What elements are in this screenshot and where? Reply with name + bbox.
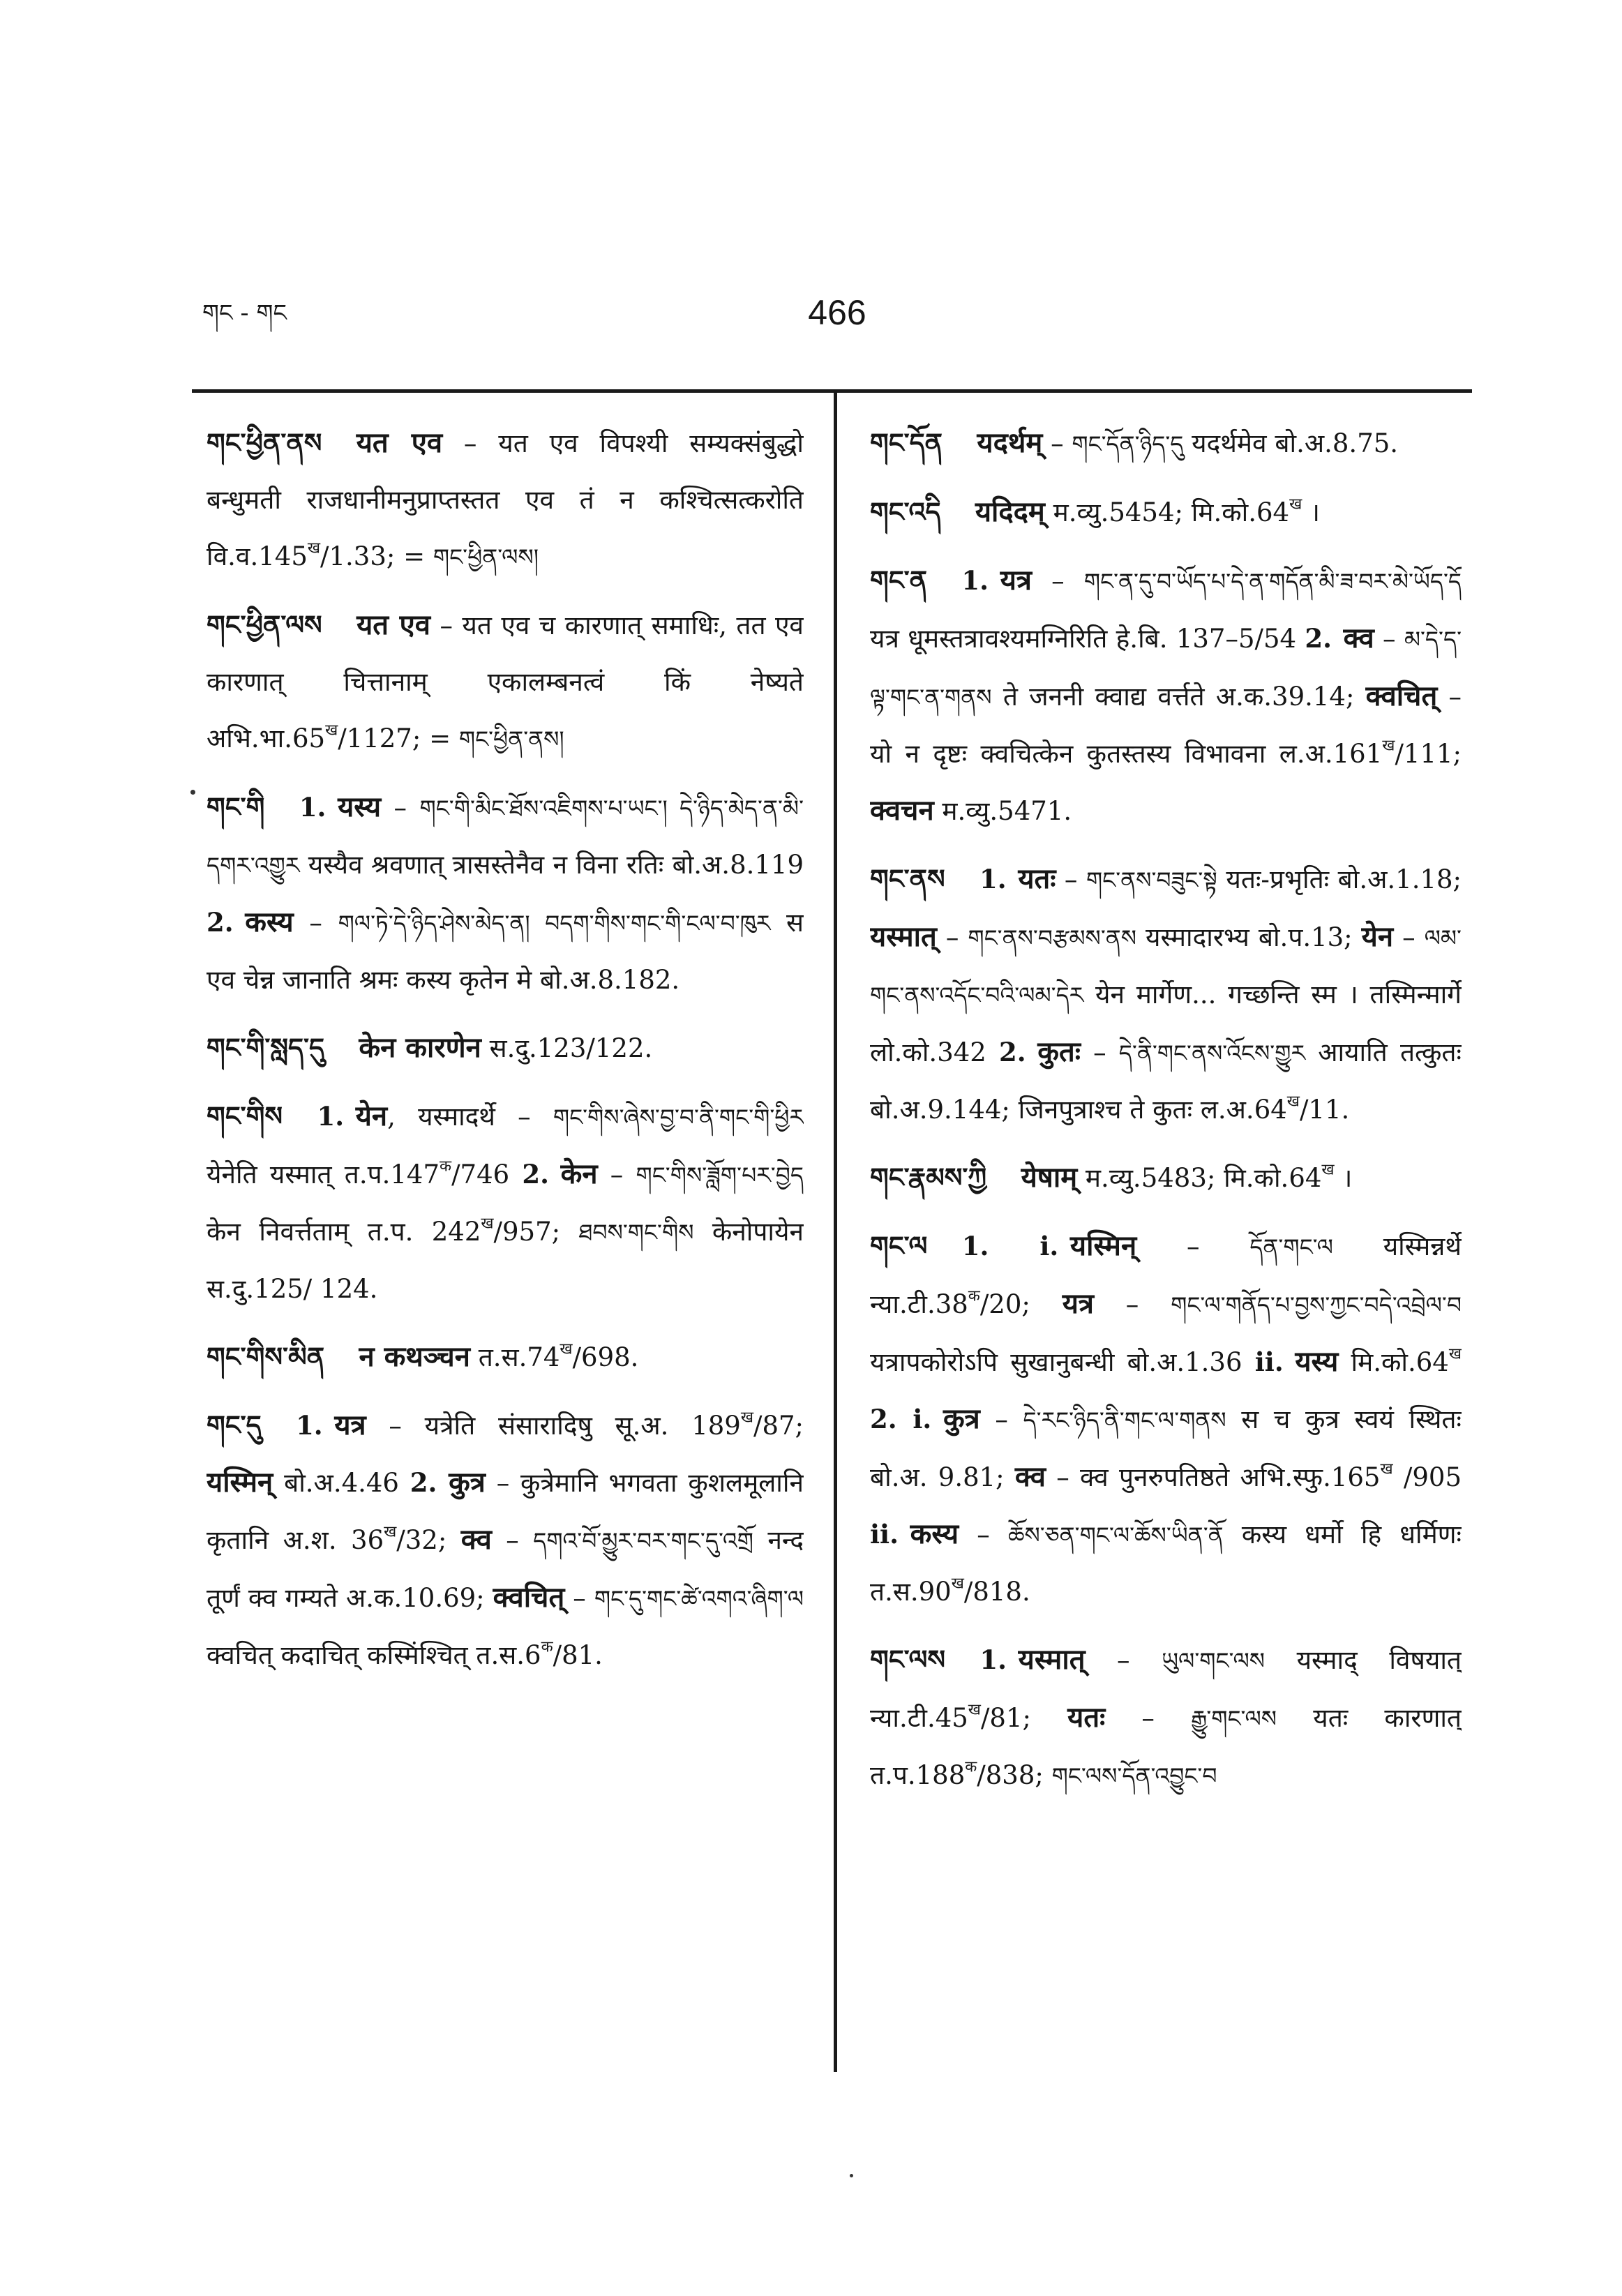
definition-text: /698. bbox=[572, 1342, 639, 1372]
folio-side-superscript: ख bbox=[560, 1340, 573, 1358]
sanskrit-equivalent: यदर्थम् bbox=[977, 426, 1043, 459]
tibetan-example: དོན་གང་ལ bbox=[1249, 1233, 1333, 1261]
dictionary-entry bbox=[870, 552, 1462, 839]
header-rule bbox=[192, 389, 1472, 393]
headword: གང་གིས bbox=[206, 1101, 283, 1132]
sanskrit-equivalent: यतः bbox=[1018, 862, 1056, 895]
sanskrit-equivalent: क्वचित् bbox=[1365, 680, 1438, 712]
folio-side-superscript: ख bbox=[1289, 495, 1302, 513]
definition-text: – यत एव च कारणात् समाधिः, तत एव कारणात् चित्तानाम् एकालम्बनत्वं किं नेष्यते अभि.भा.65 bbox=[206, 610, 804, 753]
definition-text: – bbox=[491, 1525, 534, 1555]
sense-number: 1. bbox=[961, 565, 989, 596]
sanskrit-equivalent: यस्मात् bbox=[870, 920, 937, 953]
sense-number: 2. bbox=[1305, 623, 1332, 654]
column-left bbox=[206, 414, 804, 2263]
folio-side-superscript: क bbox=[440, 1157, 452, 1176]
definition-text: यत्रापकोरोऽपि सुखानुबन्धी बो.अ.1.36 bbox=[870, 1347, 1255, 1377]
tibetan-example: ཡུལ་གང་ལས bbox=[1162, 1647, 1266, 1674]
definition-text: /81; bbox=[980, 1703, 1068, 1733]
definition-text: म.व्यु.5483; मि.को.64 bbox=[1077, 1163, 1322, 1193]
definition-text: – bbox=[597, 1160, 636, 1190]
sanskrit-equivalent: कस्य bbox=[245, 906, 294, 938]
dictionary-entry bbox=[870, 483, 1462, 541]
definition-text: यतः कारणात् त.प.188 bbox=[870, 1703, 1462, 1790]
tibetan-example: གང་དོན་ཉིད་དུ bbox=[1072, 430, 1184, 458]
scan-speck bbox=[850, 2174, 853, 2177]
dictionary-entry bbox=[870, 1217, 1462, 1620]
definition-text: – bbox=[1136, 1231, 1250, 1261]
headword: གང་ན bbox=[870, 565, 928, 596]
definition-text: /818. bbox=[963, 1577, 1030, 1607]
definition-text: – bbox=[979, 1404, 1023, 1434]
column-divider bbox=[834, 389, 837, 2072]
folio-side-superscript: ख bbox=[481, 1214, 494, 1233]
definition-text: केन निवर्त्तताम् त.प. 242 bbox=[206, 1217, 481, 1247]
definition-text: /905 bbox=[1392, 1462, 1462, 1492]
sanskrit-equivalent: केन कारणेन bbox=[359, 1031, 481, 1064]
definition-text: यस्यैव श्रवणात् त्रासस्तेनैव न विना रतिः बो.अ.8.119 bbox=[299, 850, 804, 880]
tibetan-example: གང་ན་དུ་བ་ཡོད་པ་དེ་ན་གདོན་མི་ཟ་བར་མེ་ཡོད་དོ bbox=[1083, 568, 1462, 595]
definition-text: । bbox=[1302, 497, 1321, 527]
sanskrit-equivalent: यस्य bbox=[1295, 1345, 1339, 1378]
dictionary-entry bbox=[206, 596, 804, 767]
definition-text: /111; bbox=[1395, 739, 1462, 769]
definition-text: – bbox=[293, 908, 338, 938]
dictionary-entry bbox=[206, 1328, 804, 1386]
dictionary-entry bbox=[870, 1149, 1462, 1206]
definition-text: – bbox=[936, 922, 968, 952]
sanskrit-equivalent: यत एव bbox=[356, 608, 431, 641]
definition-text: – bbox=[1093, 1289, 1171, 1319]
sanskrit-equivalent: क्व bbox=[1014, 1460, 1046, 1493]
tibetan-example: གང་གིས་ཟློག་པར་བྱེད bbox=[636, 1162, 804, 1189]
headword: གང་ཕྱིན་ནས bbox=[206, 428, 322, 458]
definition-text: यस्मिन्नर्थे न्या.टी.38 bbox=[870, 1231, 1462, 1319]
headword: གང་ཕྱིན་ལས bbox=[206, 610, 322, 640]
sense-number: 1. bbox=[979, 1644, 1007, 1675]
definition-text: /838; bbox=[977, 1760, 1052, 1790]
folio-side-superscript: ख bbox=[1321, 1160, 1335, 1179]
folio-side-superscript: ख bbox=[968, 1700, 981, 1719]
folio-side-superscript: ख bbox=[307, 539, 321, 557]
sanskrit-equivalent: कुत्र bbox=[943, 1402, 980, 1435]
sanskrit-equivalent: येषाम् bbox=[1021, 1161, 1078, 1194]
folio-side-superscript: ख bbox=[951, 1574, 964, 1593]
sense-number: 1. bbox=[296, 1410, 323, 1441]
definition-text: म.व्यु.5471. bbox=[933, 796, 1072, 826]
headword: གང་ལ bbox=[870, 1231, 928, 1261]
tibetan-example: རྒྱུ་གང་ལས bbox=[1191, 1705, 1277, 1732]
definition-text: स एव चेन्न जानाति श्रमः कस्य कृतेन मे बो.अ.8.182. bbox=[206, 908, 804, 995]
tibetan-example: གང་ཕྱིན་ལས། bbox=[433, 543, 539, 571]
definition-text: – bbox=[1105, 1703, 1192, 1733]
tibetan-example: ལམ་གང་ནས་འདོང་བའི་ལམ་དེར bbox=[870, 924, 1462, 1009]
definition-text: स च कुत्र स्वयं स्थितः बो.अ. 9.81; bbox=[870, 1404, 1462, 1492]
definition-text: /32; bbox=[396, 1525, 461, 1555]
sanskrit-equivalent: यत्र bbox=[1062, 1287, 1094, 1320]
definition-text: केनोपायेन स.दु.125/ 124. bbox=[206, 1217, 804, 1304]
definition-text: – bbox=[1042, 428, 1072, 458]
definition-text: । bbox=[1334, 1163, 1353, 1193]
definition-text: स.दु.123/122. bbox=[481, 1033, 653, 1063]
scan-speck bbox=[190, 790, 195, 795]
headword: གང་གི་སླད་དུ bbox=[206, 1033, 325, 1063]
definition-text: – bbox=[959, 1520, 1008, 1550]
definition-text: – bbox=[1393, 922, 1425, 952]
definition-text: – bbox=[381, 793, 420, 823]
definition-text: यस्मादारभ्य बो.प.13; bbox=[1136, 922, 1362, 952]
folio-side-superscript: क bbox=[968, 1286, 980, 1305]
sanskrit-equivalent: कुतः bbox=[1037, 1035, 1081, 1068]
definition-text: – bbox=[1080, 1037, 1119, 1067]
running-head: གང - གང bbox=[202, 299, 287, 327]
definition-text: कस्य धर्मो हि धर्मिणः त.स.90 bbox=[870, 1520, 1462, 1607]
headword: གང་དུ bbox=[206, 1410, 262, 1441]
dictionary-entry bbox=[870, 850, 1462, 1138]
headword: གང་འདི bbox=[870, 497, 941, 527]
sanskrit-equivalent: कुत्र bbox=[449, 1466, 486, 1499]
tibetan-example: ཐབས་གང་གིས bbox=[578, 1219, 694, 1246]
definition-text: – bbox=[1056, 864, 1086, 894]
definition-text: /957; bbox=[493, 1217, 579, 1247]
definition-text: क्वचित् कदाचित् कस्मिंश्चित् त.स.6 bbox=[206, 1640, 541, 1670]
dictionary-entry bbox=[206, 779, 804, 1008]
dictionary-entry bbox=[206, 414, 804, 585]
tibetan-example: དེ་ནི་གང་ནས་འོངས་གྱུར bbox=[1118, 1040, 1306, 1067]
tibetan-example: གང་དུ་གང་ཚེ་འགའ་ཞིག་ལ bbox=[594, 1585, 804, 1612]
definition-text: /20; bbox=[979, 1289, 1062, 1319]
sanskrit-equivalent: यत्र bbox=[1000, 564, 1032, 596]
folio-side-superscript: ख bbox=[740, 1408, 753, 1427]
tibetan-example: གང་ནས་བཟུང་སྟེ bbox=[1086, 866, 1217, 894]
tibetan-example: གང་གི་མིང་ཐོས་འཇིགས་པ་ཡང་། དེ་ཉིད་མེད་ན་མི་དགར་འགྱུར bbox=[206, 795, 804, 879]
sense-number: 1. bbox=[299, 792, 326, 823]
definition-text: यतः-प्रभृतिः बो.अ.1.18; bbox=[1217, 864, 1462, 894]
sanskrit-equivalent: क्वचन bbox=[870, 794, 934, 827]
folio-side-superscript: क bbox=[541, 1637, 553, 1656]
definition-text: /11. bbox=[1299, 1095, 1350, 1125]
tibetan-example: དགའ་བོ་མྱུར་བར་གང་དུ་འགྲོ bbox=[533, 1527, 753, 1554]
definition-text: , यस्मादर्थे – bbox=[387, 1102, 553, 1132]
definition-text: – कुत्रेमानि भगवता कुशलमूलानि कृतानि अ.श. 36 bbox=[206, 1468, 804, 1555]
definition-text: – यत्रेति संसारादिषु सू.अ. 189 bbox=[366, 1411, 741, 1441]
tibetan-example: མ་དེ་ད་ལྟ་གང་ན་གནས bbox=[870, 626, 1462, 711]
sense-number: 1. bbox=[317, 1101, 345, 1132]
definition-text: – bbox=[1031, 566, 1084, 596]
sanskrit-equivalent: न कथञ्चन bbox=[359, 1340, 470, 1373]
sanskrit-equivalent: यस्मिन् bbox=[1069, 1229, 1137, 1262]
headword: གང་གིས་མིན bbox=[206, 1342, 325, 1372]
sense-number: 1. i. bbox=[961, 1231, 1059, 1261]
sense-number: 2. i. bbox=[870, 1404, 932, 1434]
headword: གང་རྣམས་ཀྱི bbox=[870, 1162, 987, 1193]
headword: གང་གི bbox=[206, 792, 265, 823]
folio-side-superscript: क bbox=[965, 1757, 977, 1776]
sanskrit-equivalent: यत एव bbox=[356, 426, 443, 459]
sanskrit-equivalent: यस्य bbox=[338, 790, 382, 823]
headword: གང་ལས bbox=[870, 1644, 945, 1675]
dictionary-entry bbox=[206, 1397, 804, 1683]
definition-text: येनेति यस्मात् त.प.147 bbox=[206, 1160, 440, 1190]
tibetan-example: གང་ཕྱིན་ནས། bbox=[458, 726, 564, 753]
sense-number: 2. bbox=[410, 1467, 437, 1498]
definition-text: मि.को.64 bbox=[1338, 1347, 1449, 1377]
sanskrit-equivalent: केन bbox=[560, 1157, 598, 1190]
tibetan-example: གལ་ཏེ་དེ་ཉིད་ཤེས་མེད་ན། བདག་གིས་གང་གི་ངལ་བ་ཁུར bbox=[338, 910, 771, 937]
sanskrit-equivalent: क्व bbox=[460, 1523, 492, 1556]
definition-text: /746 bbox=[451, 1160, 523, 1190]
tibetan-example: གང་ནས་བརྩམས་ནས bbox=[968, 924, 1137, 952]
sanskrit-equivalent: यदिदम् bbox=[975, 495, 1045, 528]
folio-side-superscript: ख bbox=[1286, 1092, 1300, 1111]
tibetan-example: དེ་རང་ཉིད་ནི་གང་ལ་གནས bbox=[1023, 1406, 1226, 1434]
sanskrit-equivalent: यत्र bbox=[334, 1409, 366, 1441]
sanskrit-equivalent: येन bbox=[1361, 920, 1394, 953]
definition-text: आयाति तत्कुतः बो.अ.9.144; जिनपुत्राश्च ते कुतः ल.अ.64 bbox=[870, 1037, 1462, 1125]
sense-number: 2. bbox=[206, 907, 234, 938]
definition-text: – क्व पुनरुपतिष्ठते अभि.स्फु.165 bbox=[1045, 1462, 1381, 1492]
dictionary-entry bbox=[206, 1088, 804, 1317]
sanskrit-equivalent: यस्मिन् bbox=[206, 1466, 273, 1499]
sanskrit-equivalent: क्वचित् bbox=[493, 1581, 565, 1614]
definition-text: – bbox=[1085, 1645, 1162, 1675]
definition-text: /1.33; = bbox=[320, 541, 433, 571]
definition-text: यस्माद् विषयात् न्या.टी.45 bbox=[870, 1645, 1462, 1733]
dictionary-entry bbox=[870, 1631, 1462, 1804]
folio-side-superscript: ख bbox=[1380, 1460, 1393, 1478]
sense-number: 1. bbox=[979, 864, 1007, 894]
folio-side-superscript: ख bbox=[384, 1522, 397, 1541]
headword: གང་དོན bbox=[870, 428, 943, 458]
folio-side-superscript: ख bbox=[1382, 736, 1395, 755]
sanskrit-equivalent: येन bbox=[355, 1100, 388, 1132]
definition-text: नन्द तूर्णं क्व गम्यते अ.क.10.69; bbox=[206, 1525, 804, 1613]
definition-text: यदर्थमेव बो.अ.8.75. bbox=[1183, 428, 1399, 458]
sense-number: 2. bbox=[522, 1159, 550, 1190]
folio-side-superscript: ख bbox=[325, 721, 338, 740]
definition-text: – bbox=[1374, 624, 1404, 654]
tibetan-example: གང་གིས་ཞེས་བྱ་བ་ནི་གང་གི་ཕྱིར bbox=[553, 1104, 804, 1131]
sanskrit-equivalent: क्व bbox=[1343, 622, 1374, 654]
definition-text: /87; bbox=[753, 1411, 804, 1441]
definition-text: येन मार्गेण... गच्छन्ति स्म । तस्मिन्मार्गे लो.को.342 bbox=[870, 980, 1462, 1067]
definition-text: म.व्यु.5454; मि.को.64 bbox=[1044, 497, 1290, 527]
column-right bbox=[870, 414, 1462, 2263]
sanskrit-equivalent: यस्मात् bbox=[1018, 1643, 1086, 1676]
sanskrit-equivalent: यतः bbox=[1067, 1701, 1106, 1734]
definition-text: /1127; = bbox=[338, 723, 459, 753]
sanskrit-equivalent: कस्य bbox=[910, 1517, 959, 1550]
sense-number: ii. bbox=[870, 1519, 899, 1550]
definition-text: – यो न दृष्टः क्वचित्केन कुतस्तस्य विभावना ल.अ.161 bbox=[870, 682, 1462, 769]
definition-text: त.स.74 bbox=[470, 1342, 560, 1372]
sense-number: ii. bbox=[1254, 1346, 1284, 1377]
dictionary-entry bbox=[206, 1019, 804, 1076]
definition-text: बो.अ.4.46 bbox=[273, 1468, 410, 1498]
sense-number: 2. bbox=[999, 1037, 1026, 1067]
tibetan-example: ཆོས་ཅན་གང་ལ་ཆོས་ཡིན་ནོ bbox=[1007, 1522, 1224, 1549]
folio-side-superscript: ख bbox=[1448, 1344, 1462, 1363]
definition-text: यत्र धूमस्तत्रावश्यमग्निरिति हे.बि. 137–5/54 bbox=[870, 624, 1305, 654]
definition-text: – यत एव विपश्यी सम्यक्संबुद्धो बन्धुमती राजधानीमनुप्राप्तस्तत एव तं न कश्चित्सत्करोति वि.व.145 bbox=[206, 428, 804, 571]
definition-text: /81. bbox=[553, 1640, 603, 1670]
tibetan-example: གང་ལ་གནོད་པ་བྱས་ཀྱང་བདེ་འབྲེལ་བ bbox=[1171, 1291, 1462, 1319]
page-number: 466 bbox=[808, 293, 866, 332]
headword: གང་ནས bbox=[870, 864, 945, 894]
definition-text: – bbox=[564, 1583, 594, 1613]
tibetan-example: གང་ལས་དོན་འབྱུང་བ bbox=[1051, 1762, 1217, 1789]
definition-text: ते जननी क्वाद्य वर्त्तते अ.क.39.14; bbox=[991, 682, 1366, 712]
dictionary-entry bbox=[870, 414, 1462, 472]
